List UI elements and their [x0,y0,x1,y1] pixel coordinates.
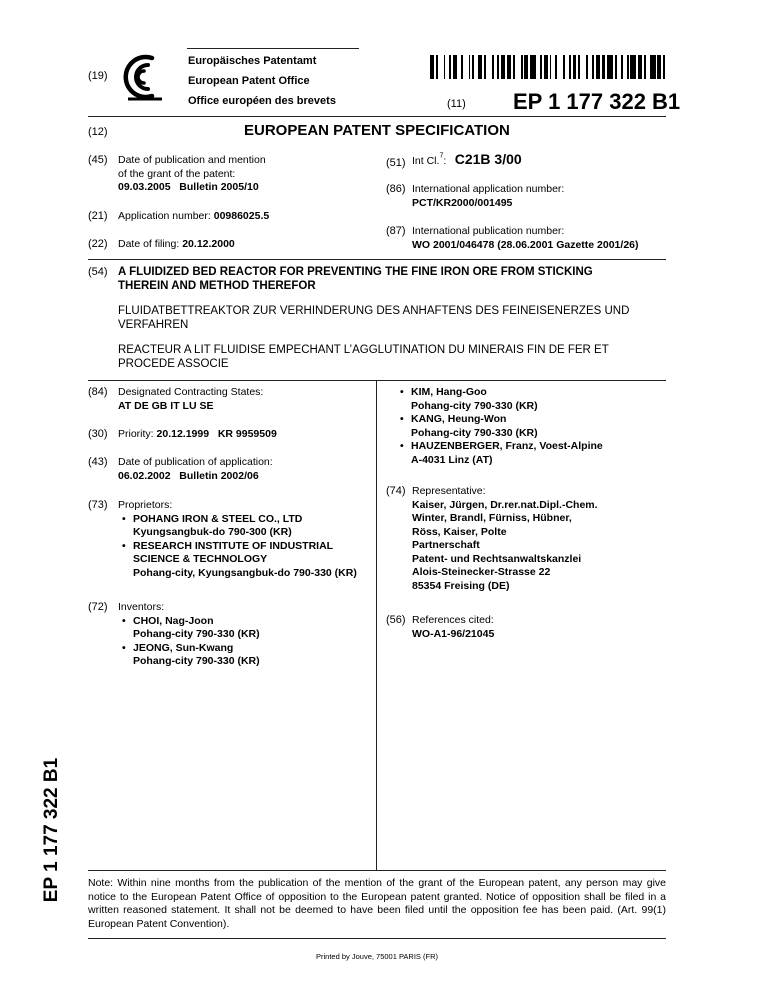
representative-line: Patent- und Rechtsanwaltskanzlei [412,552,582,565]
field-84 [118,386,368,413]
international-publication-number: WO 2001/046478 (28.06.2001 Gazette 2001/26) [412,238,639,251]
title-fr: REACTEUR A LIT FLUIDISE EMPECHANT L’AGGLUTINATION DU MINERAIS FIN DE FER ET PROCEDE ASSOCIE [118,344,609,370]
title-en: A FLUIDIZED BED REACTOR FOR PREVENTING THE FINE IRON ORE FROM STICKING THEREIN AND METHOD THEREFOR [118,266,593,292]
field-21-label: Application number: [118,210,211,222]
code-45: (45) [88,154,108,166]
inventor-item [122,642,368,669]
epo-logo-icon [118,52,166,102]
field-72-label: Inventors: [118,601,165,613]
field-43 [118,456,273,483]
field-51-colon: : [443,155,447,167]
barcode-bar [663,55,665,79]
field-22-label: Date of filing: [118,238,180,250]
code-84: (84) [88,386,108,398]
inventor-item [122,615,368,642]
field-51-sup: 7 [439,152,444,160]
barcode [430,55,665,79]
representative-line: Alois-Steinecker-Strasse 22 [412,566,551,578]
code-74: (74) [386,485,406,497]
field-73 [118,499,368,580]
field-45-label-2: of the grant of the patent: [118,167,236,180]
inventor-item [400,386,660,413]
proprietor-item [122,540,368,581]
field-86-label: International application number: [412,183,565,195]
code-51: (51) [386,157,406,169]
proprietor-address: Pohang-city, Kyungsangbuk-do 790-330 (KR) [133,566,357,579]
field-45-label: Date of publication and mention [118,154,266,166]
code-73: (73) [88,499,108,511]
code-21: (21) [88,210,108,222]
inventor-name: • JEONG, Sun-Kwang [133,641,234,654]
field-84-label: Designated Contracting States: [118,386,264,398]
reference-cited: WO-A1-96/21045 [412,627,495,640]
field-87-label: International publication number: [412,225,565,237]
field-43-label: Date of publication of application: [118,456,273,468]
side-publication-number: EP 1 177 322 B1 [41,757,62,903]
document-type-title: EUROPEAN PATENT SPECIFICATION [244,122,510,139]
int-cl-value: C21B 3/00 [454,151,522,167]
opposition-note: Note: Within nine months from the publication of the mention of the grant of the European patent, any person may give notice to the European Patent Office of opposition to the European patent granted. Notice of opposition shall be filed in a written reasoned statement. It shall not be deemed to have been filed until the opposition fee has been paid. (Art. 99(1) European Patent Convention). [88,877,666,930]
inventor-address: Pohang-city 790-330 (KR) [133,628,260,640]
code-56: (56) [386,614,406,626]
representative-line: Winter, Brandl, Fürniss, Hübner, [412,512,572,524]
note-bottom-rule [88,938,666,939]
code-22: (22) [88,238,108,250]
header-rule [88,116,666,117]
application-number: 00986025.5 [213,210,270,222]
proprietor-address: Kyungsangbuk-do 790-300 (KR) [133,526,292,538]
representative-line: 85354 Freising (DE) [412,579,510,592]
field-73-label: Proprietors: [118,499,173,511]
inventor-name: • KIM, Hang-Goo [411,386,487,398]
proprietor-name: • POHANG IRON & STEEL CO., LTD [133,512,303,525]
code-86: (86) [386,183,406,195]
field-45 [118,154,368,195]
title-de: FLUIDATBETTREAKTOR ZUR VERHINDERUNG DES ANHAFTENS DES FEINEISENERZES UND VERFAHREN [118,305,630,331]
field-74-label: Representative: [412,485,486,497]
inventor-address: A-4031 Linz (AT) [411,453,493,466]
office-top-rule [187,48,359,49]
field-51 [412,151,522,169]
representative-line: Kaiser, Jürgen, Dr.rer.nat.Dipl.-Chem. [412,498,598,511]
code-19: (19) [88,70,108,82]
field-74 [412,485,662,593]
field-22 [118,238,235,252]
office-name-en: European Patent Office [188,75,310,87]
representative-line: Röss, Kaiser, Polte [412,525,507,538]
filing-date: 20.12.2000 [182,238,235,250]
field-87 [412,225,639,252]
inventor-address: Pohang-city 790-330 (KR) [411,399,538,412]
code-12: (12) [88,126,108,138]
note-top-rule [88,870,666,871]
priority-value: 20.12.1999 KR 9959509 [156,428,277,440]
field-56 [412,614,494,641]
designated-states: AT DE GB IT LU SE [118,399,214,412]
field-72 [118,601,368,669]
proprietor-name-2: SCIENCE & TECHNOLOGY [133,553,268,565]
office-name-de: Europäisches Patentamt [188,55,317,67]
field-21 [118,210,269,224]
code-72: (72) [88,601,108,613]
representative-line: Partnerschaft [412,539,480,551]
column-divider [376,380,377,871]
field-86 [412,183,564,210]
field-56-label: References cited: [412,614,494,626]
office-name-fr: Office européen des brevets [188,95,336,107]
code-30: (30) [88,428,108,440]
code-43: (43) [88,456,108,468]
inventors-continued [400,386,660,467]
inventor-item [400,413,660,440]
inventor-item [400,440,660,467]
title-top-rule [88,259,666,260]
code-87: (87) [386,225,406,237]
field-51-label: Int Cl. [412,155,440,167]
field-45-value: 09.03.2005 Bulletin 2005/10 [118,181,259,193]
inventor-address: Pohang-city 790-330 (KR) [411,426,538,439]
publication-number: EP 1 177 322 B1 [513,89,681,114]
international-application-number: PCT/KR2000/001495 [412,196,513,209]
field-30-label: Priority: [118,428,154,440]
inventor-name: • KANG, Heung-Won [411,413,507,425]
inventor-name: • HAUZENBERGER, Franz, Voest-Alpine [411,440,603,452]
code-54: (54) [88,266,108,278]
proprietor-item [122,513,368,540]
proprietor-name: • RESEARCH INSTITUTE OF INDUSTRIAL [133,539,334,552]
printer-line: Printed by Jouve, 75001 PARIS (FR) [316,952,438,961]
inventor-address: Pohang-city 790-330 (KR) [133,655,260,667]
code-11: (11) [447,98,466,110]
application-publication-date: 06.02.2002 Bulletin 2002/06 [118,469,259,482]
title-bottom-rule [88,380,666,381]
inventor-name: • CHOI, Nag-Joon [133,614,214,627]
field-54 [118,265,638,371]
field-30 [118,428,277,442]
